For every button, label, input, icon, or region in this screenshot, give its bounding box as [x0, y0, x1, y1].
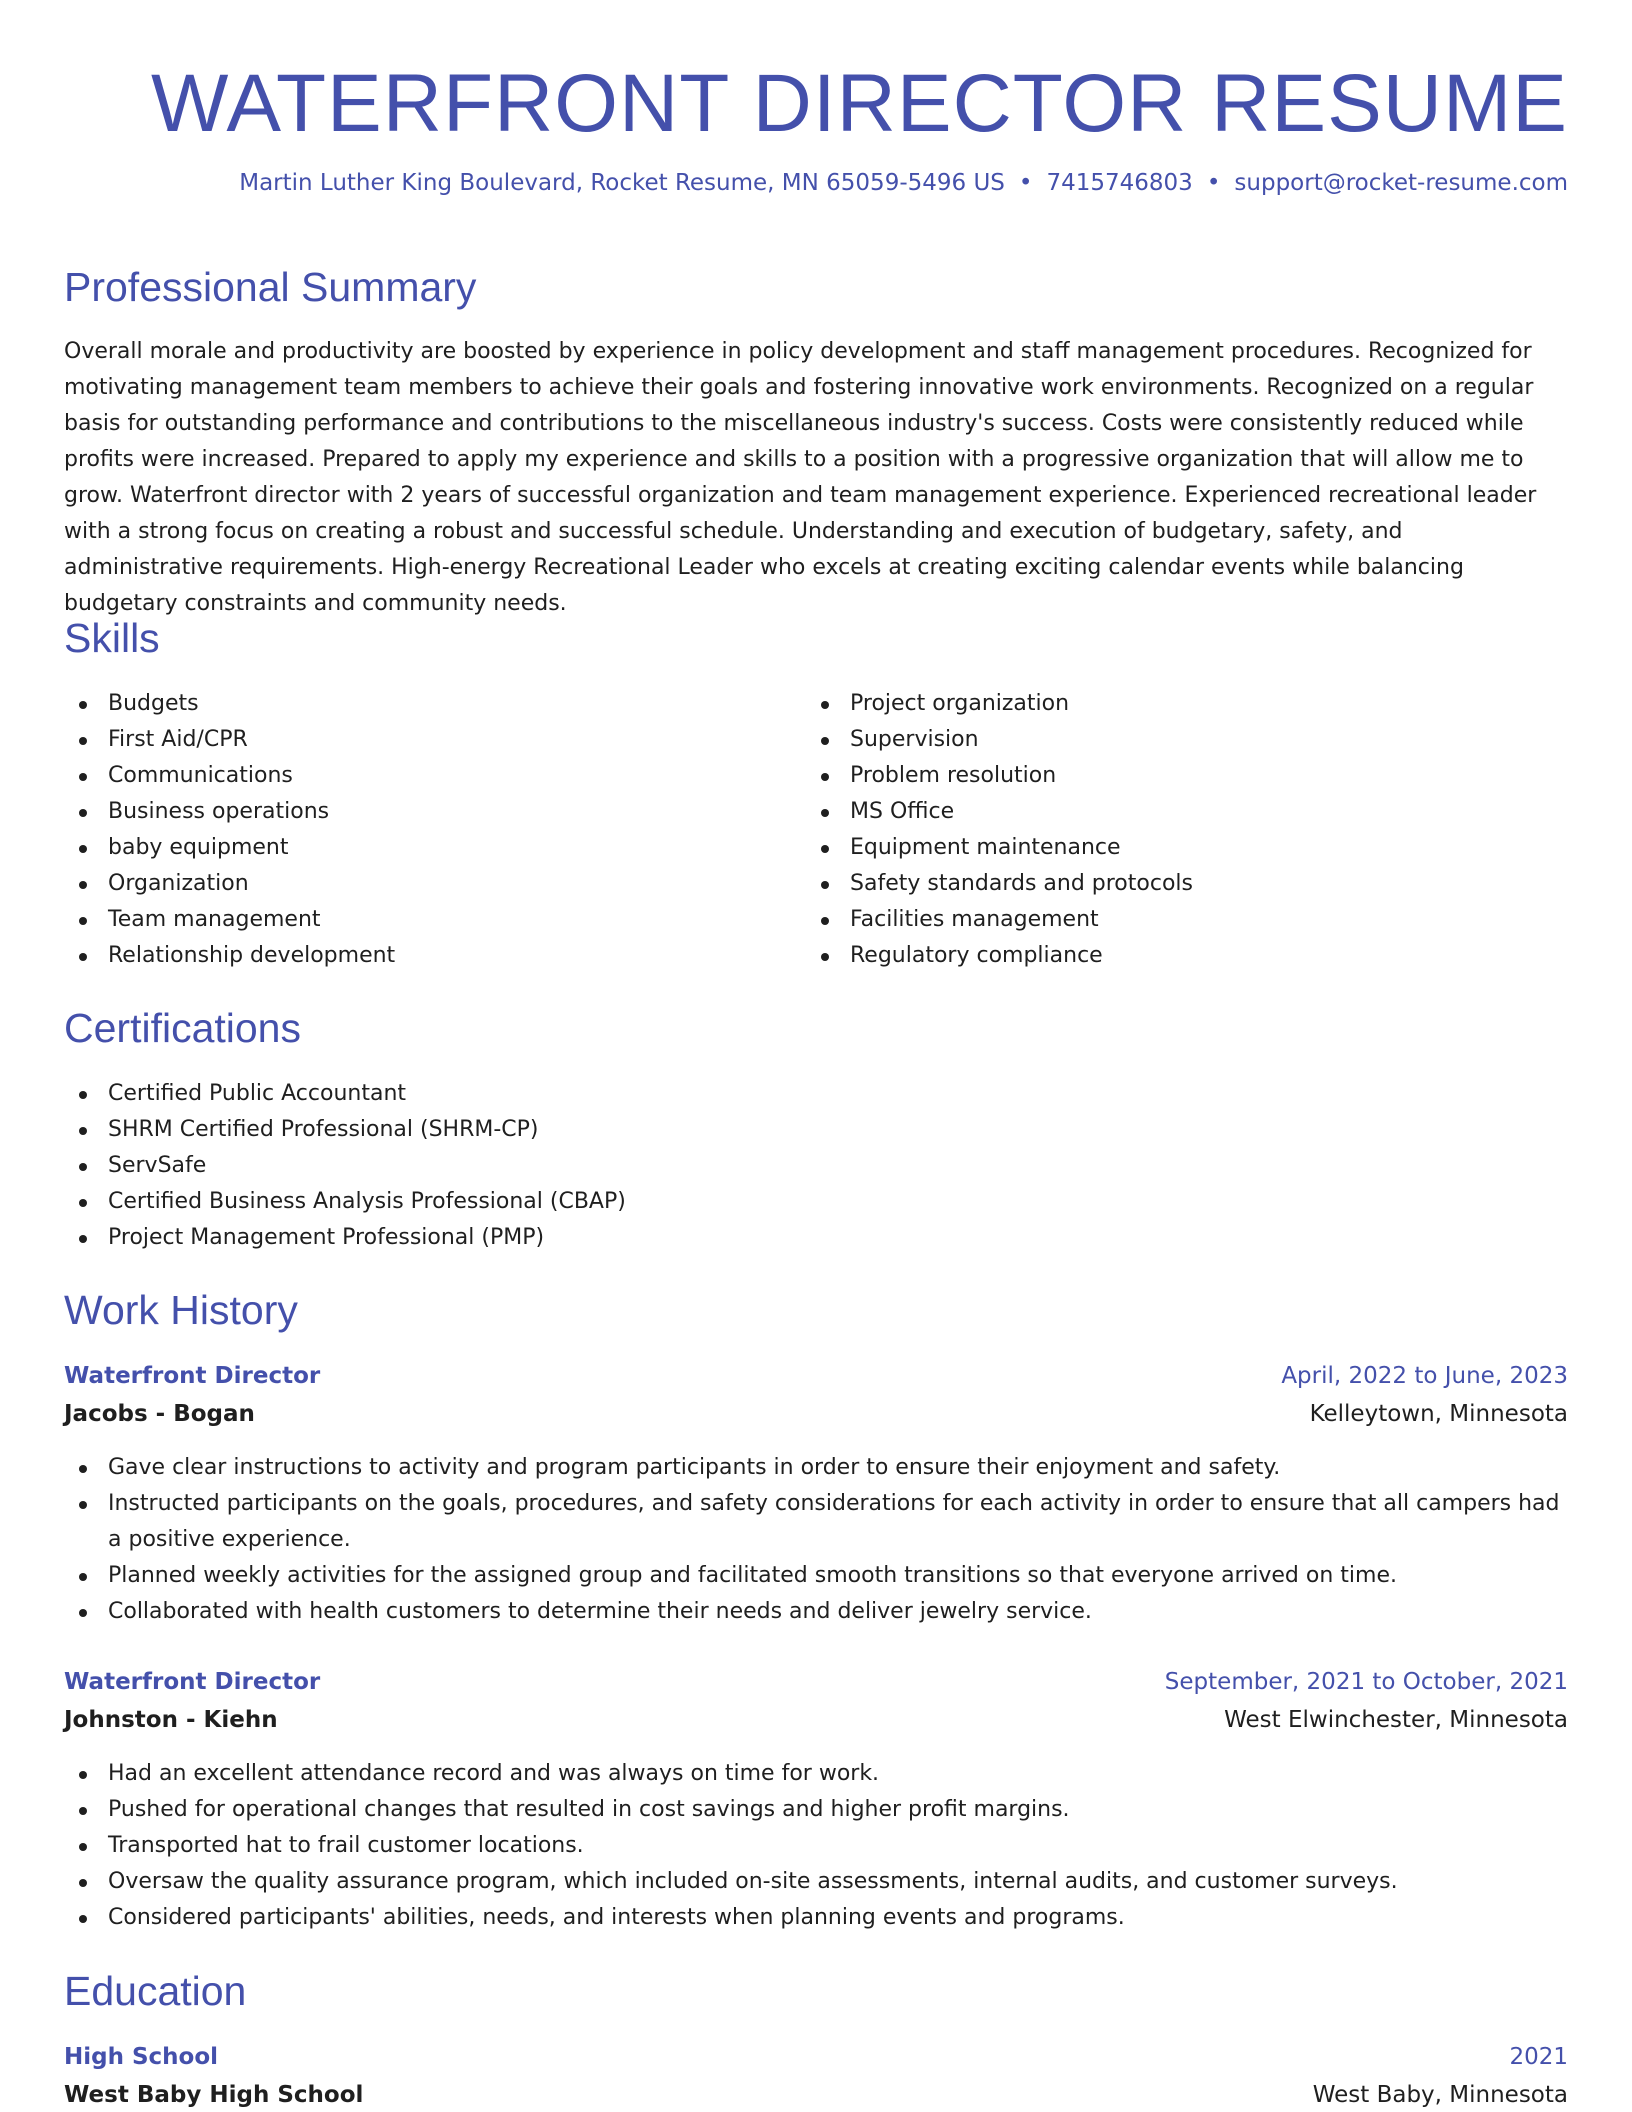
education-school: West Baby High School: [64, 2082, 364, 2108]
skill-item: Problem resolution: [806, 758, 1566, 794]
skills-list-right: [806, 686, 1566, 974]
job-2-bullets: [64, 1756, 1568, 1936]
job-company: Johnston - Kiehn: [64, 1707, 278, 1733]
section-title-skills: Skills: [64, 615, 160, 661]
skill-item: Facilities management: [806, 902, 1566, 938]
education-location: West Baby, Minnesota: [1312, 2082, 1568, 2108]
skill-item: Organization: [64, 866, 764, 902]
education-year: 2021: [1509, 2044, 1568, 2070]
summary-text: Overall morale and productivity are boosted by experience in policy development and staff management procedures. Recognized for motivating management team members to achieve their goals and fostering innovative work environments. Recognized on a regular basis for outstanding performance and contributions to the miscellaneous industry's success. Costs were consistently reduced while profits were increased. Prepared to apply my experience and skills to a position with a progressive organization that will allow me to grow. Waterfront director with 2 years of successful organization and team management experience. Experienced recreational leader with a strong focus on creating a robust and successful schedule. Understanding and execution of budgetary, safety, and administrative requirements. High-energy Recreational Leader who excels at creating exciting calendar events while balancing budgetary constraints and community needs.: [64, 339, 1537, 616]
section-title-certifications: Certifications: [64, 1005, 301, 1051]
skill-item: Safety standards and protocols: [806, 866, 1566, 902]
job-2-company-row: [64, 1705, 1568, 1735]
certification-item: Certified Business Analysis Professional (CBAP): [64, 1184, 1564, 1220]
skill-item: Supervision: [806, 722, 1566, 758]
section-title-work-history: Work History: [64, 1287, 298, 1333]
section-title-education: Education: [64, 1968, 247, 2014]
job-title: Waterfront Director: [64, 1669, 321, 1695]
contact-separator: •: [1018, 170, 1033, 196]
job-title: Waterfront Director: [64, 1363, 321, 1389]
skill-item: baby equipment: [64, 830, 764, 866]
contact-address: Martin Luther King Boulevard, Rocket Resume, MN 65059-5496 US: [239, 170, 1005, 196]
job-1-bullets: [64, 1450, 1568, 1630]
education-degree: High School: [64, 2044, 219, 2070]
skill-item: Project organization: [806, 686, 1566, 722]
skill-item: Relationship development: [64, 938, 764, 974]
job-2-header: [64, 1667, 1568, 1697]
education-header: [64, 2042, 1568, 2072]
job-1-company-row: [64, 1399, 1568, 1429]
job-bullet: Had an excellent attendance record and was always on time for work.: [64, 1756, 1568, 1792]
job-bullet: Instructed participants on the goals, procedures, and safety considerations for each activity in order to ensure that all campers had a positive experience.: [64, 1486, 1568, 1558]
job-bullet: Pushed for operational changes that resulted in cost savings and higher profit margins.: [64, 1792, 1568, 1828]
job-bullet: Transported hat to frail customer locations.: [64, 1828, 1568, 1864]
job-bullet: Oversaw the quality assurance program, which included on-site assessments, internal audits, and customer surveys.: [64, 1864, 1568, 1900]
certification-item: Certified Public Accountant: [64, 1076, 1564, 1112]
job-bullet: Gave clear instructions to activity and program participants in order to ensure their enjoyment and safety.: [64, 1450, 1568, 1486]
skills-list-left: [64, 686, 764, 974]
education-school-row: [64, 2080, 1568, 2110]
contact-separator: •: [1206, 170, 1221, 196]
skill-item: Communications: [64, 758, 764, 794]
certification-item: SHRM Certified Professional (SHRM-CP): [64, 1112, 1564, 1148]
job-dates: April, 2022 to June, 2023: [1281, 1363, 1568, 1389]
certifications-list: [64, 1076, 1564, 1256]
resume-title: WATERFRONT DIRECTOR RESUME: [151, 58, 1568, 149]
skill-item: MS Office: [806, 794, 1566, 830]
job-location: Kelleytown, Minnesota: [1309, 1401, 1568, 1427]
contact-phone[interactable]: 7415746803: [1046, 170, 1193, 196]
skill-item: Regulatory compliance: [806, 938, 1566, 974]
job-location: West Elwinchester, Minnesota: [1224, 1707, 1568, 1733]
skill-item: Equipment maintenance: [806, 830, 1566, 866]
job-bullet: Considered participants' abilities, needs, and interests when planning events and programs.: [64, 1900, 1568, 1936]
section-title-summary: Professional Summary: [64, 264, 477, 310]
skill-item: Team management: [64, 902, 764, 938]
skill-item: Business operations: [64, 794, 764, 830]
job-1-header: [64, 1361, 1568, 1391]
job-bullet: Planned weekly activities for the assigned group and facilitated smooth transitions so that everyone arrived on time.: [64, 1558, 1568, 1594]
certification-item: ServSafe: [64, 1148, 1564, 1184]
job-dates: September, 2021 to October, 2021: [1164, 1669, 1568, 1695]
skill-item: Budgets: [64, 686, 764, 722]
certification-item: Project Management Professional (PMP): [64, 1220, 1564, 1256]
job-bullet: Collaborated with health customers to determine their needs and deliver jewelry service.: [64, 1594, 1568, 1630]
contact-line: [239, 168, 1568, 198]
skill-item: First Aid/CPR: [64, 722, 764, 758]
job-company: Jacobs - Bogan: [64, 1401, 255, 1427]
contact-email[interactable]: support@rocket-resume.com: [1234, 170, 1568, 196]
